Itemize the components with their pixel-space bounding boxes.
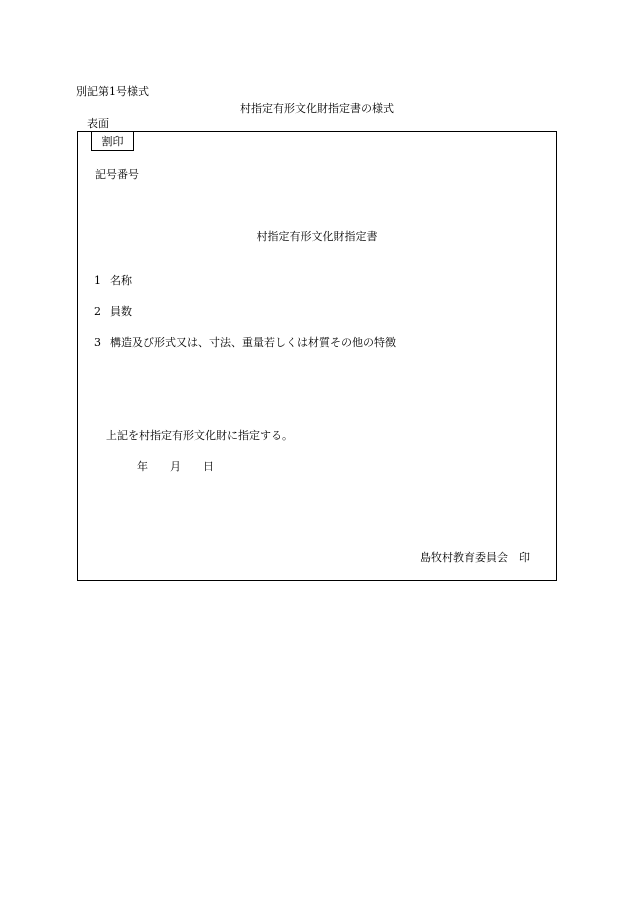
side-label: 表面 — [87, 117, 109, 130]
tally-seal-box — [91, 131, 134, 151]
item-number: 3 — [94, 336, 101, 349]
issuer-name: 島牧村教育委員会 — [420, 551, 508, 564]
item-text: 員数 — [110, 305, 132, 318]
issuer-line — [420, 552, 530, 563]
list-item-features — [94, 337, 396, 348]
list-item-quantity — [94, 306, 132, 317]
item-text: 構造及び形式又は、寸法、重量若しくは材質その他の特徴 — [110, 336, 396, 349]
designation-statement: 上記を村指定有形文化財に指定する。 — [106, 429, 293, 442]
issuer-seal-mark: 印 — [519, 551, 530, 564]
item-number: 2 — [94, 305, 101, 318]
date-line — [137, 461, 214, 472]
item-number: 1 — [94, 274, 101, 287]
date-year: 年 — [137, 460, 148, 473]
list-item-name — [94, 275, 132, 286]
symbol-number-label: 記号番号 — [95, 168, 139, 181]
tally-seal-label: 割印 — [101, 134, 124, 148]
date-month: 月 — [170, 460, 181, 473]
date-day: 日 — [203, 460, 214, 473]
item-text: 名称 — [110, 274, 132, 287]
certificate-frame — [77, 131, 557, 581]
certificate-title: 村指定有形文化財指定書 — [256, 230, 378, 243]
form-number-label: 別記第1号様式 — [76, 85, 149, 98]
document-title: 村指定有形文化財指定書の様式 — [240, 102, 394, 115]
